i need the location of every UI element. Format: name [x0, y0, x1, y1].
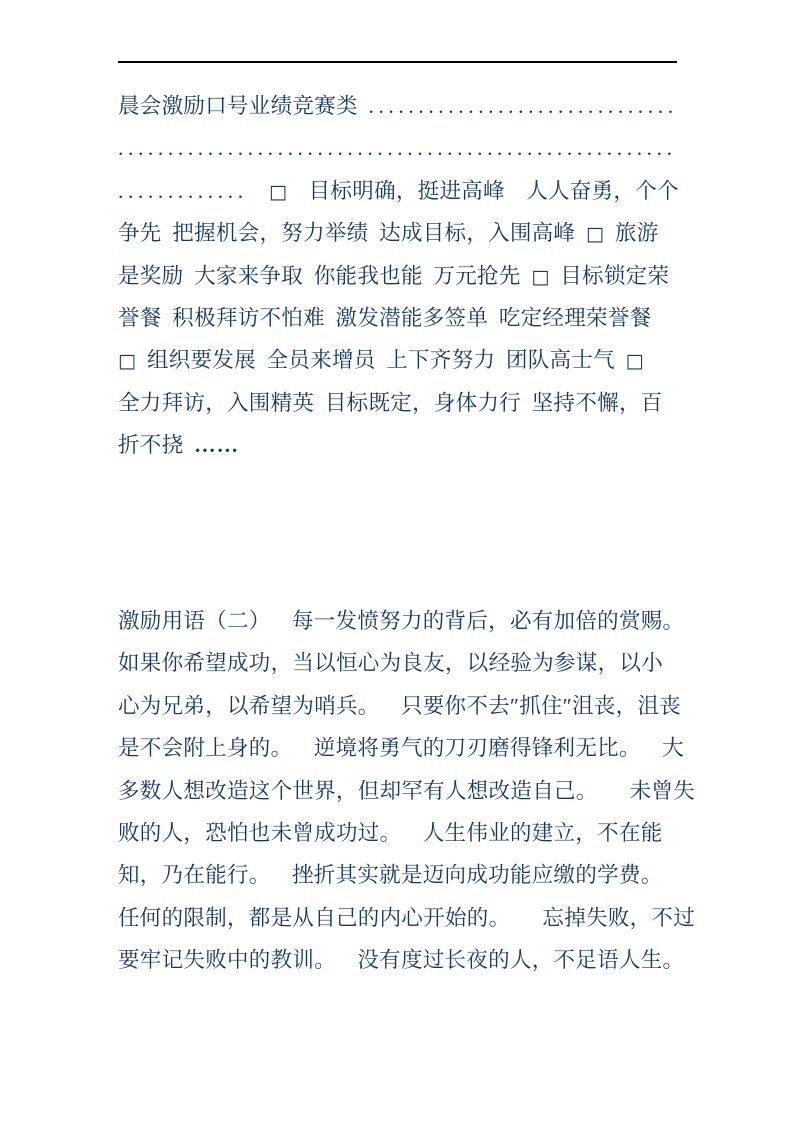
text-line: 多数人想改造这个世界，但却罕有人想改造自己。 未曾失 — [118, 778, 696, 803]
text-line: ............. □ 目标明确，挺进高峰 人人奋勇，个个 — [118, 178, 679, 203]
dot-leader: ............. — [118, 178, 248, 203]
text-line: 败的人，恐怕也未曾成功过。 人生伟业的建立，不在能 — [118, 820, 663, 845]
checkbox-icon: □ — [118, 350, 137, 373]
text-line: 是不会附上身的。 逆境将勇气的刀刃磨得锋利无比。 大 — [118, 736, 684, 761]
text-line: 全力拜访，入围精英 目标既定，身体力行 坚持不懈，百 — [118, 390, 663, 415]
text-line: 知，乃在能行。 挫折其实就是迈向成功能应缴的学费。 — [118, 863, 663, 888]
header-divider-rule — [118, 61, 677, 63]
text-line: 要牢记失败中的教训。 没有度过长夜的人，不足语人生。 — [118, 948, 685, 973]
checkbox-icon: □ — [531, 265, 550, 288]
text-line: 晨会激励口号业绩竞赛类 ............................... — [118, 94, 678, 118]
text-line: 如果你希望成功，当以恒心为良友，以经验为参谋，以小 — [118, 651, 664, 676]
text-line: 心为兄弟，以希望为哨兵。 只要你不去″抓住″沮丧，沮丧 — [118, 693, 682, 718]
checkbox-icon: □ — [586, 223, 605, 246]
checkbox-icon: □ — [625, 350, 644, 373]
text-line: 任何的限制，都是从自己的内心开始的。 忘掉失败，不过 — [118, 905, 696, 930]
dot-leader: ........................................................ — [118, 136, 677, 161]
ellipsis-text: …… — [194, 433, 240, 458]
text-line: 激励用语（二） 每一发愤努力的背后，必有加倍的赏赐。 — [118, 609, 685, 633]
text-line — [118, 127, 688, 169]
text-line: 争先 把握机会，努力举绩 达成目标，入围高峰 □ 旅游 — [118, 221, 659, 246]
text-line: 誉餐 积极拜访不怕难 激发潜能多签单 吃定经理荣誉餐 — [118, 305, 652, 330]
text-line: □ 组织要发展 全员来增员 上下齐努力 团队高士气 □ — [118, 348, 644, 373]
dot-leader: ............................... — [368, 94, 678, 118]
text-line: 折不挠 …… — [118, 433, 240, 458]
motivational-quotes-paragraph — [118, 600, 696, 982]
text-line: 是奖励 大家来争取 你能我也能 万元抢先 □ 目标锁定荣 — [118, 263, 670, 288]
toc-slogans-paragraph — [118, 85, 688, 467]
checkbox-icon: □ — [269, 180, 288, 203]
